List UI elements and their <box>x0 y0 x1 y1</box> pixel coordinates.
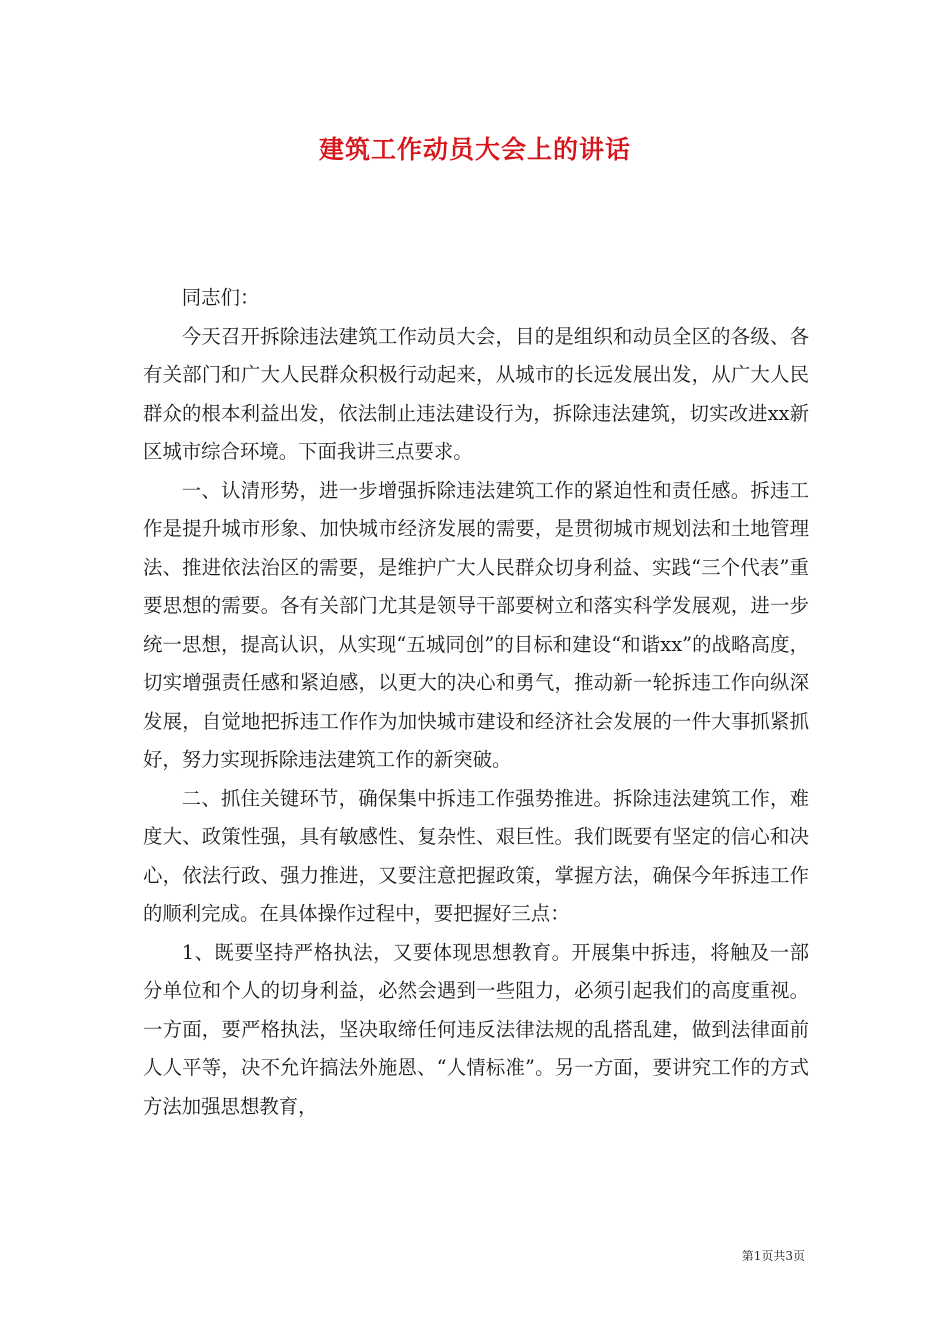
paragraph-point-2: 二、抓住关键环节，确保集中拆违工作强势推进。拆除违法建筑工作，难度大、政策性强，具有敏感性、复杂性、艰巨性。我们既要有坚定的信心和决心，依法行政、强力推进，又要注意把握政策，掌握方法，确保今年拆违工作的顺利完成。在具体操作过程中，要把握好三点： <box>143 786 809 925</box>
paragraph-point-1: 一、认清形势，进一步增强拆除违法建筑工作的紧迫性和责任感。拆违工作是提升城市形象、加快城市经济发展的需要，是贯彻城市规划法和土地管理法、推进依法治区的需要，是维护广大人民群众切身利益、实践“三个代表”重要思想的需要。各有关部门尤其是领导干部要树立和落实科学发展观，进一步统一思想，提高认识，从实现“五城同创”的目标和建设“和谐xx”的战略高度，切实增强责任感和紧迫感，以更大的决心和勇气，推动新一轮拆违工作向纵深发展，自觉地把拆违工作作为加快城市建设和经济社会发展的一件大事抓紧抓好，努力实现拆除违法建筑工作的新突破。 <box>143 478 809 771</box>
paragraph-subpoint-1: 1、既要坚持严格执法，又要体现思想教育。开展集中拆违，将触及一部分单位和个人的切身利益，必然会遇到一些阻力，必须引起我们的高度重视。一方面，要严格执法，坚决取缔任何违反法律法规的乱搭乱建，做到法律面前人人平等，决不允许搞法外施恩、“人情标准”。另一方面，要讲究工作的方式方法加强思想教育， <box>143 940 809 1118</box>
document-title: 建筑工作动员大会上的讲话 <box>318 135 631 164</box>
salutation: 同志们： <box>181 286 260 309</box>
page-number-footer: 第1页共3页 <box>741 1249 805 1263</box>
document-body <box>143 279 809 1126</box>
paragraph-intro: 今天召开拆除违法建筑工作动员大会，目的是组织和动员全区的各级、各有关部门和广大人民群众积极行动起来，从城市的长远发展出发，从广大人民群众的根本利益出发，依法制止违法建设行为，拆除违法建筑，切实改进xx新区城市综合环境。下面我讲三点要求。 <box>143 324 809 463</box>
